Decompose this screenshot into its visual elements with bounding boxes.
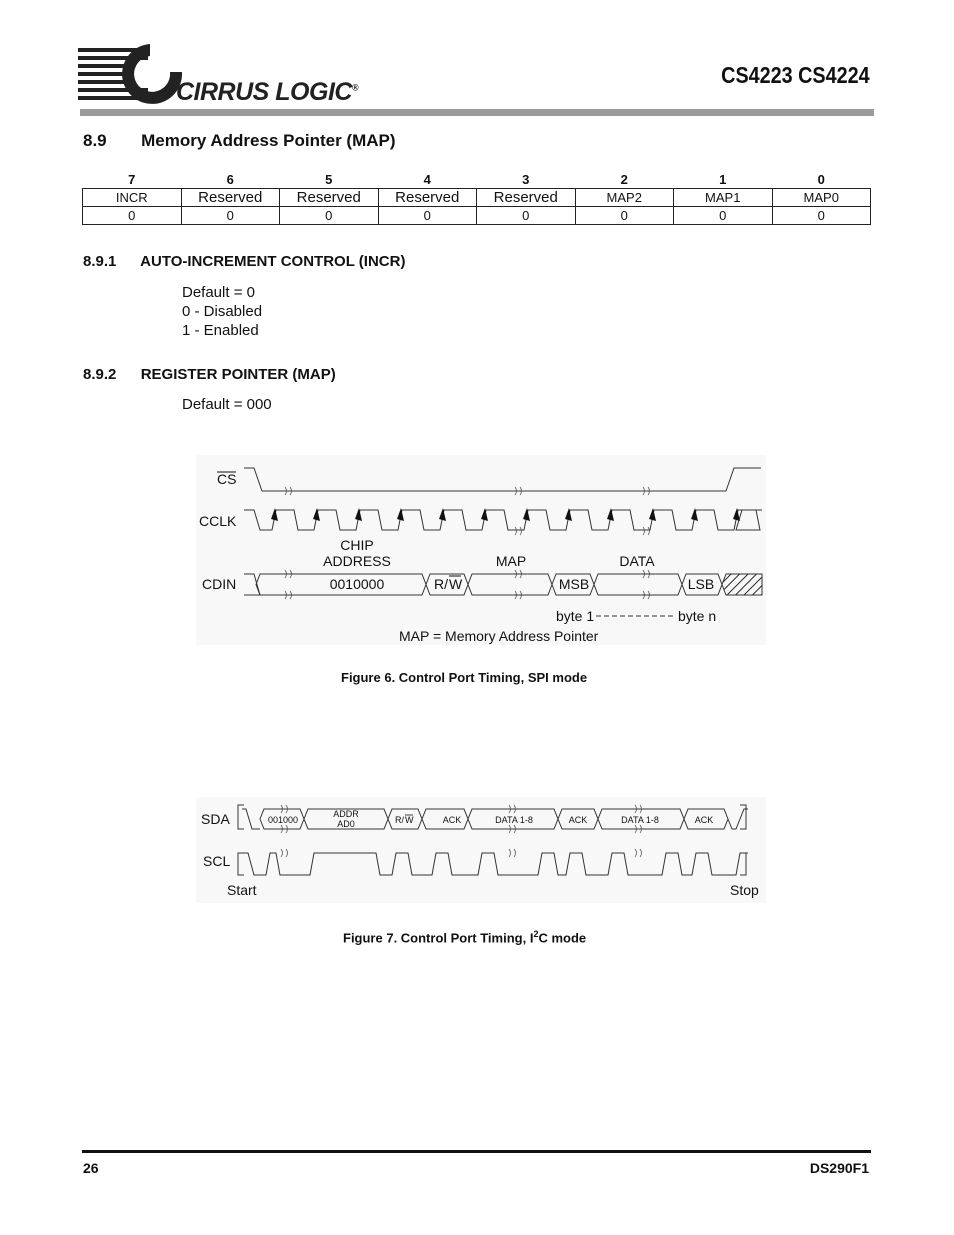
rw-label-r: R/ [434, 576, 448, 592]
bit-default: 0 [181, 207, 280, 225]
bit-name: Reserved [477, 189, 576, 207]
bit-default: 0 [575, 207, 674, 225]
figure7-caption-sup: 2 [533, 929, 539, 939]
sda-ad0-label: AD0 [337, 819, 355, 829]
sda-rw-r: R/ [395, 815, 404, 825]
cclk-signal-label: CCLK [199, 513, 237, 529]
cirrus-logic-logo-icon [78, 42, 188, 106]
map-note: MAP = Memory Address Pointer [399, 628, 599, 644]
bit-default: 0 [674, 207, 773, 225]
bit-number: 4 [423, 171, 431, 187]
sda-ack2-label: ACK [568, 815, 588, 825]
bit-name: INCR [83, 189, 182, 207]
document-title: CS4223 CS4224 [721, 62, 870, 88]
sda-signal-label: SDA [201, 811, 230, 827]
byte-start-label: byte 1 [556, 608, 595, 624]
subsection-heading-incr [83, 253, 405, 270]
bit-number: 7 [128, 171, 136, 187]
map-field-label: MAP [495, 553, 527, 569]
data-field-label: DATA [619, 553, 655, 569]
incr-enabled: 1 - Enabled [182, 322, 259, 339]
map-default: Default = 000 [182, 396, 272, 413]
subsection-heading-map [83, 366, 336, 383]
incr-disabled: 0 - Disabled [182, 303, 263, 320]
spi-timing-diagram [196, 455, 766, 645]
header [0, 0, 954, 120]
subsection-number: 8.9.2 [83, 366, 117, 383]
header-rule [80, 109, 874, 116]
logo-wordmark: CIRRUS LOGIC [176, 78, 352, 106]
section-title: Memory Address Pointer (MAP) [141, 131, 396, 150]
page-number: 26 [83, 1160, 99, 1176]
bit-name: MAP2 [575, 189, 674, 207]
rw-label-w: W [449, 576, 463, 592]
bit-name-row [83, 189, 871, 207]
figure6-caption: Figure 6. Control Port Timing, SPI mode [341, 670, 588, 685]
bit-name: Reserved [378, 189, 477, 207]
bit-default: 0 [772, 207, 871, 225]
register-table [82, 170, 871, 225]
address-value: 0010000 [329, 576, 385, 592]
figure7-caption-suffix: C mode [538, 930, 587, 946]
bit-number: 5 [325, 171, 333, 187]
sda-ack3-label: ACK [694, 815, 714, 825]
bit-default-row [83, 207, 871, 225]
chip-address-label-1: CHIP [340, 537, 374, 553]
bit-default: 0 [83, 207, 182, 225]
chip-address-label-2: ADDRESS [323, 553, 391, 569]
bit-number: 0 [817, 171, 825, 187]
section-number: 8.9 [83, 131, 107, 150]
msb-label: MSB [558, 576, 590, 592]
bit-name: MAP0 [772, 189, 871, 207]
bit-default: 0 [280, 207, 379, 225]
sda-data1-label: DATA 1-8 [495, 815, 533, 825]
subsection-title: REGISTER POINTER (MAP) [140, 366, 336, 383]
cdin-signal-label: CDIN [202, 576, 237, 592]
stop-label: Stop [730, 882, 759, 898]
sda-ack1-label: ACK [442, 815, 462, 825]
bit-name: Reserved [280, 189, 379, 207]
incr-description [182, 283, 262, 340]
figure7-caption-prefix: Figure 7. Control Port Timing, I [343, 930, 534, 946]
bit-number: 2 [620, 171, 628, 187]
cdin-dont-care-hatch [722, 574, 762, 595]
scl-signal-label: SCL [203, 853, 231, 869]
sda-address-label: 001000 [267, 815, 299, 825]
document-id: DS290F1 [809, 1160, 869, 1176]
subsection-title: AUTO-INCREMENT CONTROL (INCR) [140, 253, 406, 270]
subsection-number: 8.9.1 [83, 253, 117, 270]
bit-number: 6 [226, 171, 234, 187]
start-label: Start [227, 882, 257, 898]
section-heading [83, 131, 396, 151]
bit-name: Reserved [181, 189, 280, 207]
bit-default: 0 [378, 207, 477, 225]
i2c-timing-diagram [196, 797, 766, 903]
footer-rule [82, 1150, 871, 1153]
byte-end-label: byte n [678, 608, 717, 624]
sda-data2-label: DATA 1-8 [621, 815, 659, 825]
sda-rw-w: W [405, 815, 414, 825]
bit-name: MAP1 [674, 189, 773, 207]
registered-mark: ® [351, 82, 359, 93]
bit-default: 0 [477, 207, 576, 225]
lsb-label: LSB [687, 576, 715, 592]
sda-addr-label: ADDR [333, 809, 359, 819]
bit-number: 3 [522, 171, 530, 187]
cs-signal-label: CS [217, 471, 237, 487]
incr-default: Default = 0 [182, 284, 255, 301]
bit-number-row [83, 170, 871, 189]
figure7-caption [343, 929, 586, 945]
bit-number: 1 [719, 171, 727, 187]
